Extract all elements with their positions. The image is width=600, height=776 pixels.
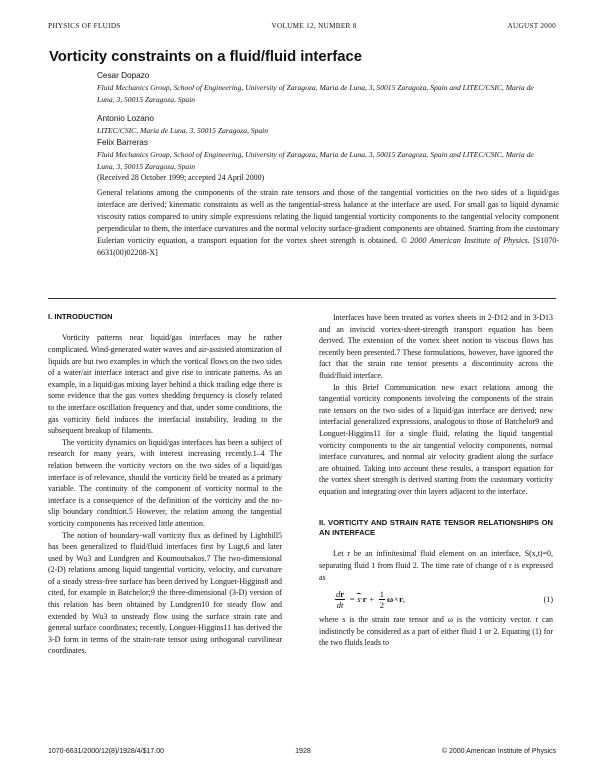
footer-copyright: © 2000 American Institute of Physics	[441, 748, 556, 755]
page-number: 1928	[295, 748, 311, 755]
volume-info: VOLUME 12, NUMBER 8	[271, 22, 357, 30]
section-divider	[48, 298, 556, 299]
paragraph: Vorticity patterns near liquid/gas interfaces may be rather complicated. Wind-generated water waves and air-assisted atomization of liquids are but two examples in which the vortical flows on the two sides of a water/air interface interact and give rise to intricate patterns. As an example, in a liquid/gas mixing layer behind a thick trailing edge there is some evidence that the gas vortex shedding frequency is closely related to the interface oscillation frequency and that, under some conditions, the gas vorticity field induces the interfacial instability, leading to the subsequent breakup of filaments.	[48, 333, 282, 436]
running-header	[48, 22, 556, 30]
section-heading-2: II. VORTICITY AND STRAIN RATE TENSOR RELATIONSHIPS ON AN INTERFACE	[319, 517, 553, 537]
author-affiliation: Fluid Mechanics Group, School of Engineering, University of Zaragoza, Maria de Luna, 3, 50015 Zaragoza, Spain and LITEC/CSIC, Maria de Luna, 3, 50015 Zaragoza, Spain	[97, 83, 534, 104]
abstract-text: General relations among the components of the strain rate tensors and those of the tangential vorticities on the two sides of a liquid/gas interface are derived; kinematic constraints as well as the tangential-stress balance at the interface are used. For small gas to liquid dynamic viscosity ratios compared to unity simple expressions relating the liquid tangential vorticity components to the tangential velocity component perpendicular to them, the interface curvatures and the normal velocity surface-gradient components are obtained. Starting from the customary Eulerian vorticity equation, a transport equation for the vortex sheet strength is obtained.	[97, 188, 559, 245]
paragraph: where s is the strain rate tensor and ω is the vorticity vector. r can indistinctly be considered as a part of either fluid 1 or 2. Equating (1) for the two fluids leads to	[319, 615, 553, 648]
paragraph: The vorticity dynamics on liquid/gas interfaces has been a subject of research for many years, with interest increasing recently.1–4 The relation between the vorticity vectors on the two sides of a liquid/gas interface is of relevance, should the vorticity field be treated as a primary variable. The continuity of the component of vorticity normal to the interface is a consequence of the definition of the vorticity and the no-slip boundary condition.5 However, the relation among the tangential vorticity components has received little attention.	[48, 437, 282, 528]
paragraph: Let r be an infinitesimal fluid element on an interface, S(x,t)=0, separating fluid 1 from fluid 2. The time rate of change of r is expressed as	[319, 549, 553, 582]
paper-title: Vorticity constraints on a fluid/fluid interface	[49, 49, 362, 65]
right-column	[319, 312, 553, 649]
section-heading-intro: I. INTRODUCTION	[48, 312, 113, 321]
received-dates: (Received 28 October 1999; accepted 24 April 2000)	[97, 173, 265, 182]
equation-body: $\frac{dr}{dt}$ = $\overline{s}\cdot r$ + $\frac{1}{2}$ ω×r,	[336, 589, 406, 611]
paragraph: In this Brief Communication new exact relations among the tangential vorticity components involving the components of the strain rate tensors on the two sides of a liquid/gas interface are derived; new interfacial generalized expressions, analogous to those of Batchelor9 and Longuet-Higgins11 for a single fluid, relating the liquid tangential vorticity components to the air tangential velocity components, normal interface curvatures, and normal air velocity gradient along the surface are obtained. Taking into account these results, a transport equation for the vortex sheet strength is derived starting from the customary vorticity equation and integrating over thin layers adjacent to the interface.	[319, 382, 553, 496]
footer-code: 1070-6631/2000/12(8)/1928/4/$17.00	[48, 748, 164, 755]
author-name: Cesar Dopazo	[97, 71, 150, 80]
paragraph: Interfaces have been treated as vortex sheets in 2-D12 and in 3-D13 and an inviscid vortex-sheet-strength transport equation has been derived. The extension of the vortex sheet notion to viscous flows has recently been presented.7 These formulations, however, have ignored the fact that the strain rate tensor presents a discontinuity across the fluid/fluid interface.	[319, 313, 553, 380]
issue-date: AUGUST 2000	[507, 22, 556, 30]
author-affiliation: Fluid Mechanics Group, School of Engineering, University of Zaragoza, Maria de Luna, 3, 50015 Zaragoza, Spain and LITEC/CSIC, Maria de Luna, 3, 50015 Zaragoza, Spain	[97, 150, 534, 171]
journal-name: PHYSICS OF FLUIDS	[48, 22, 121, 30]
abstract-copyright: © 2000 American Institute of Physics.	[400, 235, 530, 245]
page-footer	[48, 748, 556, 755]
author-name: Antonio Lozano	[97, 114, 154, 123]
equation-number: (1)	[543, 594, 553, 604]
author-name: Felix Barreras	[97, 138, 148, 147]
abstract	[97, 187, 559, 258]
left-column	[48, 312, 282, 657]
author-affiliation: LITEC/CSIC, Maria de Luna, 3, 50015 Zaragoza, Spain	[97, 126, 269, 135]
equation-1	[319, 589, 553, 610]
paragraph: The notion of boundary-wall vorticity flux as defined by Lighthill5 has been generalized to fluid/fluid interfaces first by Lugt,6 and later used by Wu3 and Lundgren and Koumoutsakos.7 The two-dimensional (2-D) relations among liquid tangential vorticity, velocity, and curvature of a steady stress-free surface has been derived by Longuet-Higgins8 and cited, for example in Batchelor;9 the three-dimensional (3-D) version of this relation has been obtained by Lundgren10 for steady flow and extended by Wu3 to unsteady flow using the surface strain rate and general surface coordinates; recently, Longuet-Higgins11 has derived the 3-D form in terms of the strain-rate tensor using orthogonal curvilinear coordinates.	[48, 530, 282, 656]
doi-code: [S1070-6631(00)02208-X]	[97, 235, 559, 257]
